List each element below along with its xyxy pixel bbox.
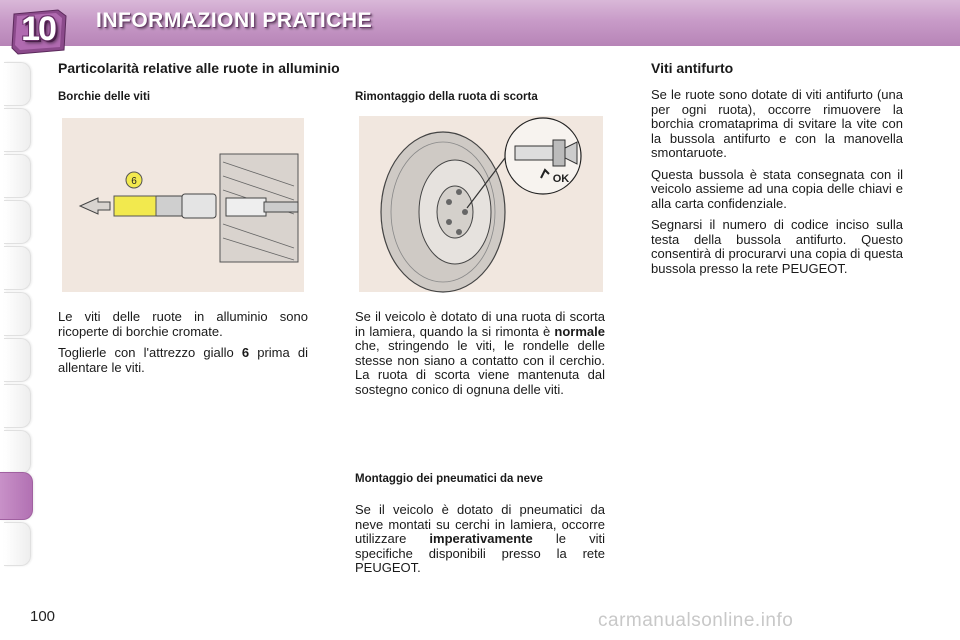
page-number: 100 [30, 608, 56, 625]
text-bolt-covers [58, 310, 308, 382]
text-anti-theft [651, 88, 903, 283]
section-title-anti-theft: Viti antifurto [651, 60, 734, 76]
subhead-spare-wheel: Rimontaggio della ruota di scorta [355, 91, 538, 103]
para-anti-theft-2: Questa bussola è stata consegnata con il veicolo assieme ad una copia delle chiavi e alla carta confidenziale. [651, 166, 903, 211]
chapter-tabs [0, 62, 32, 582]
section-title-alloy-wheels: Particolarità relative alle ruote in alluminio [58, 60, 340, 76]
tab-7[interactable] [4, 338, 31, 382]
subhead-snow-tyres: Montaggio dei pneumatici da neve [355, 473, 543, 485]
tab-4[interactable] [4, 200, 31, 244]
para-bolt-covers-2: Toglierle con l'attrezzo giallo 6 prima di allentare le viti. [58, 345, 308, 375]
chapter-title: INFORMAZIONI PRATICHE [96, 9, 373, 32]
tab-6[interactable] [4, 292, 31, 336]
text-snow-tyres [355, 503, 605, 583]
para-anti-theft-3: Segnarsi il numero di codice inciso sulla testa della bussola antifurto. Questo consentirà di procurarvi una copia di questa bussola presso la rete PEUGEOT. [651, 217, 903, 276]
tab-8[interactable] [4, 384, 31, 428]
chapter-number: 10 [21, 10, 55, 48]
chapter-badge [8, 8, 72, 56]
tab-5[interactable] [4, 246, 31, 290]
para-snow-tyres: Se il veicolo è dotato di pneumatici da neve montati su cerchi in lamiera, occorre utilizzare imperativamente le viti specifiche disponibili presso la rete PEUGEOT. [355, 502, 605, 575]
text-spare-wheel [355, 310, 605, 404]
ok-label: OK [552, 173, 570, 185]
tab-10-active[interactable] [0, 472, 33, 520]
watermark: carmanualsonline.info [598, 610, 794, 631]
tab-9[interactable] [4, 430, 31, 474]
tab-3[interactable] [4, 154, 31, 198]
tab-11[interactable] [4, 522, 31, 566]
tab-2[interactable] [4, 108, 31, 152]
subhead-bolt-covers: Borchie delle viti [58, 91, 151, 103]
para-bolt-covers-1: Le viti delle ruote in alluminio sono ricoperte di borchie cromate. [58, 309, 308, 339]
tab-1[interactable] [4, 62, 31, 106]
tool-label: 6 [131, 176, 137, 187]
chapter-header [0, 0, 960, 46]
figure-bolt-cover-removal [58, 114, 308, 294]
para-anti-theft-1: Se le ruote sono dotate di viti antifurto (una per ogni ruota), occorre rimuovere la borchia cromataprima di svitare la vite con la bussola antifurto e con la manovella smontaruote. [651, 87, 903, 160]
para-spare-wheel: Se il veicolo è dotato di una ruota di scorta in lamiera, quando la si rimonta è normale che, stringendo le viti, le rondelle delle stesse non siano a contatto con il cerchio. La ruota di scorta viene mantenuta dal sostegno conico di ognuna delle viti. [355, 309, 605, 397]
figure-spare-wheel [355, 112, 607, 296]
